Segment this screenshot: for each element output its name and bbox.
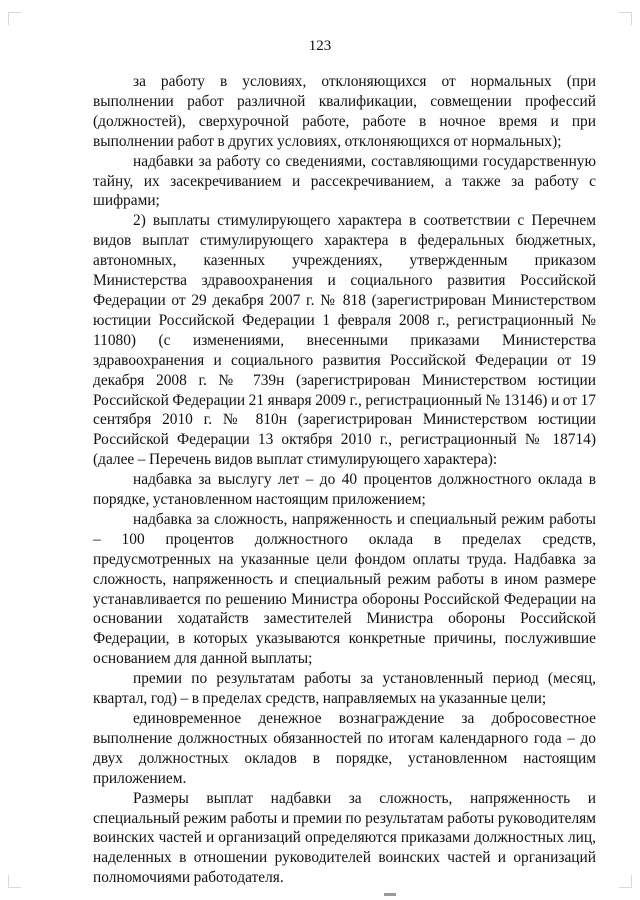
paragraph-performance-bonuses: премии по результатам работы за установленный период (месяц, квартал, год) – в пределах средств, направляемых на указанные цели;	[93, 670, 596, 708]
paragraph-complexity-allowance: надбавка за сложность, напряженность и специальный режим работы – 100 процентов должностного оклада в пределах средств, предусмотренных на указанные цели фондом оплаты труда. Надбавка за сложность, напряженность и специальный режим работы в ином размере устанавливается по решению Министра обороны Российской Федерации на основании ходатайств заместителей Министра обороны Российской Федерации, в которых указываются конкретные причины, послужившие основанием для данной выплаты;	[93, 510, 596, 668]
page-number: 123	[308, 38, 332, 54]
scan-corner-mark	[619, 12, 632, 25]
paragraph-seniority-allowance: надбавка за выслугу лет – до 40 процентов должностного оклада в порядке, установленном настоящим приложением;	[93, 471, 596, 509]
paragraph-work-conditions: за работу в условиях, отклоняющихся от нормальных (при выполнении работ различной квалификации, совмещении профессий (должностей), сверхурочной работе, работе в ночное время и при выполнении работ в других условиях, отклоняющихся от нормальных);	[93, 73, 596, 150]
paragraph-state-secret-allowance: надбавки за работу со сведениями, составляющими государственную тайну, их засекречиванием и рассекречиванием, а также за работу с шифрами;	[93, 152, 596, 210]
scan-corner-mark	[619, 875, 632, 888]
paragraph-annual-reward: единовременное денежное вознаграждение за добросовестное выполнение должностных обязанностей по итогам календарного года – до двух должностных окладов в порядке, установленном настоящим приложением.	[93, 710, 596, 787]
document-body	[93, 72, 596, 888]
paragraph-payment-amounts: Размеры выплат надбавки за сложность, напряженность и специальный режим работы и премии по результатам работы руководителям воинских частей и организаций определяются приказами должностных лиц, наделенных в отношении руководителей воинских частей и организаций полномочиями работодателя.	[93, 789, 596, 887]
paragraph-incentive-payments: 2) выплаты стимулирующего характера в соответствии с Перечнем видов выплат стимулирующего характера в федеральных бюджетных, автономных, казенных учреждениях, утвержденным приказом Министерства здравоохранения и социального развития Российской Федерации от 29 декабря 2007 г. № 818 (зарегистрирован Министерством юстиции Российской Федерации 1 февраля 2008 г., регистрационный № 11080) (с изменениями, внесенными приказами Министерства здравоохранения и социального развития Российской Федерации от 19 декабря 2008 г. № 739н (зарегистрирован Министерством юстиции Российской Федерации 21 января 2009 г., регистрационный № 13146) и от 17 сентября 2010 г. № 810н (зарегистрирован Министерством юстиции Российской Федерации 13 октября 2010 г., регистрационный № 18714) (далее – Перечень видов выплат стимулирующего характера):	[93, 212, 596, 469]
scan-corner-mark	[8, 12, 21, 25]
scan-corner-mark	[8, 875, 21, 888]
scan-artifact	[384, 893, 396, 896]
